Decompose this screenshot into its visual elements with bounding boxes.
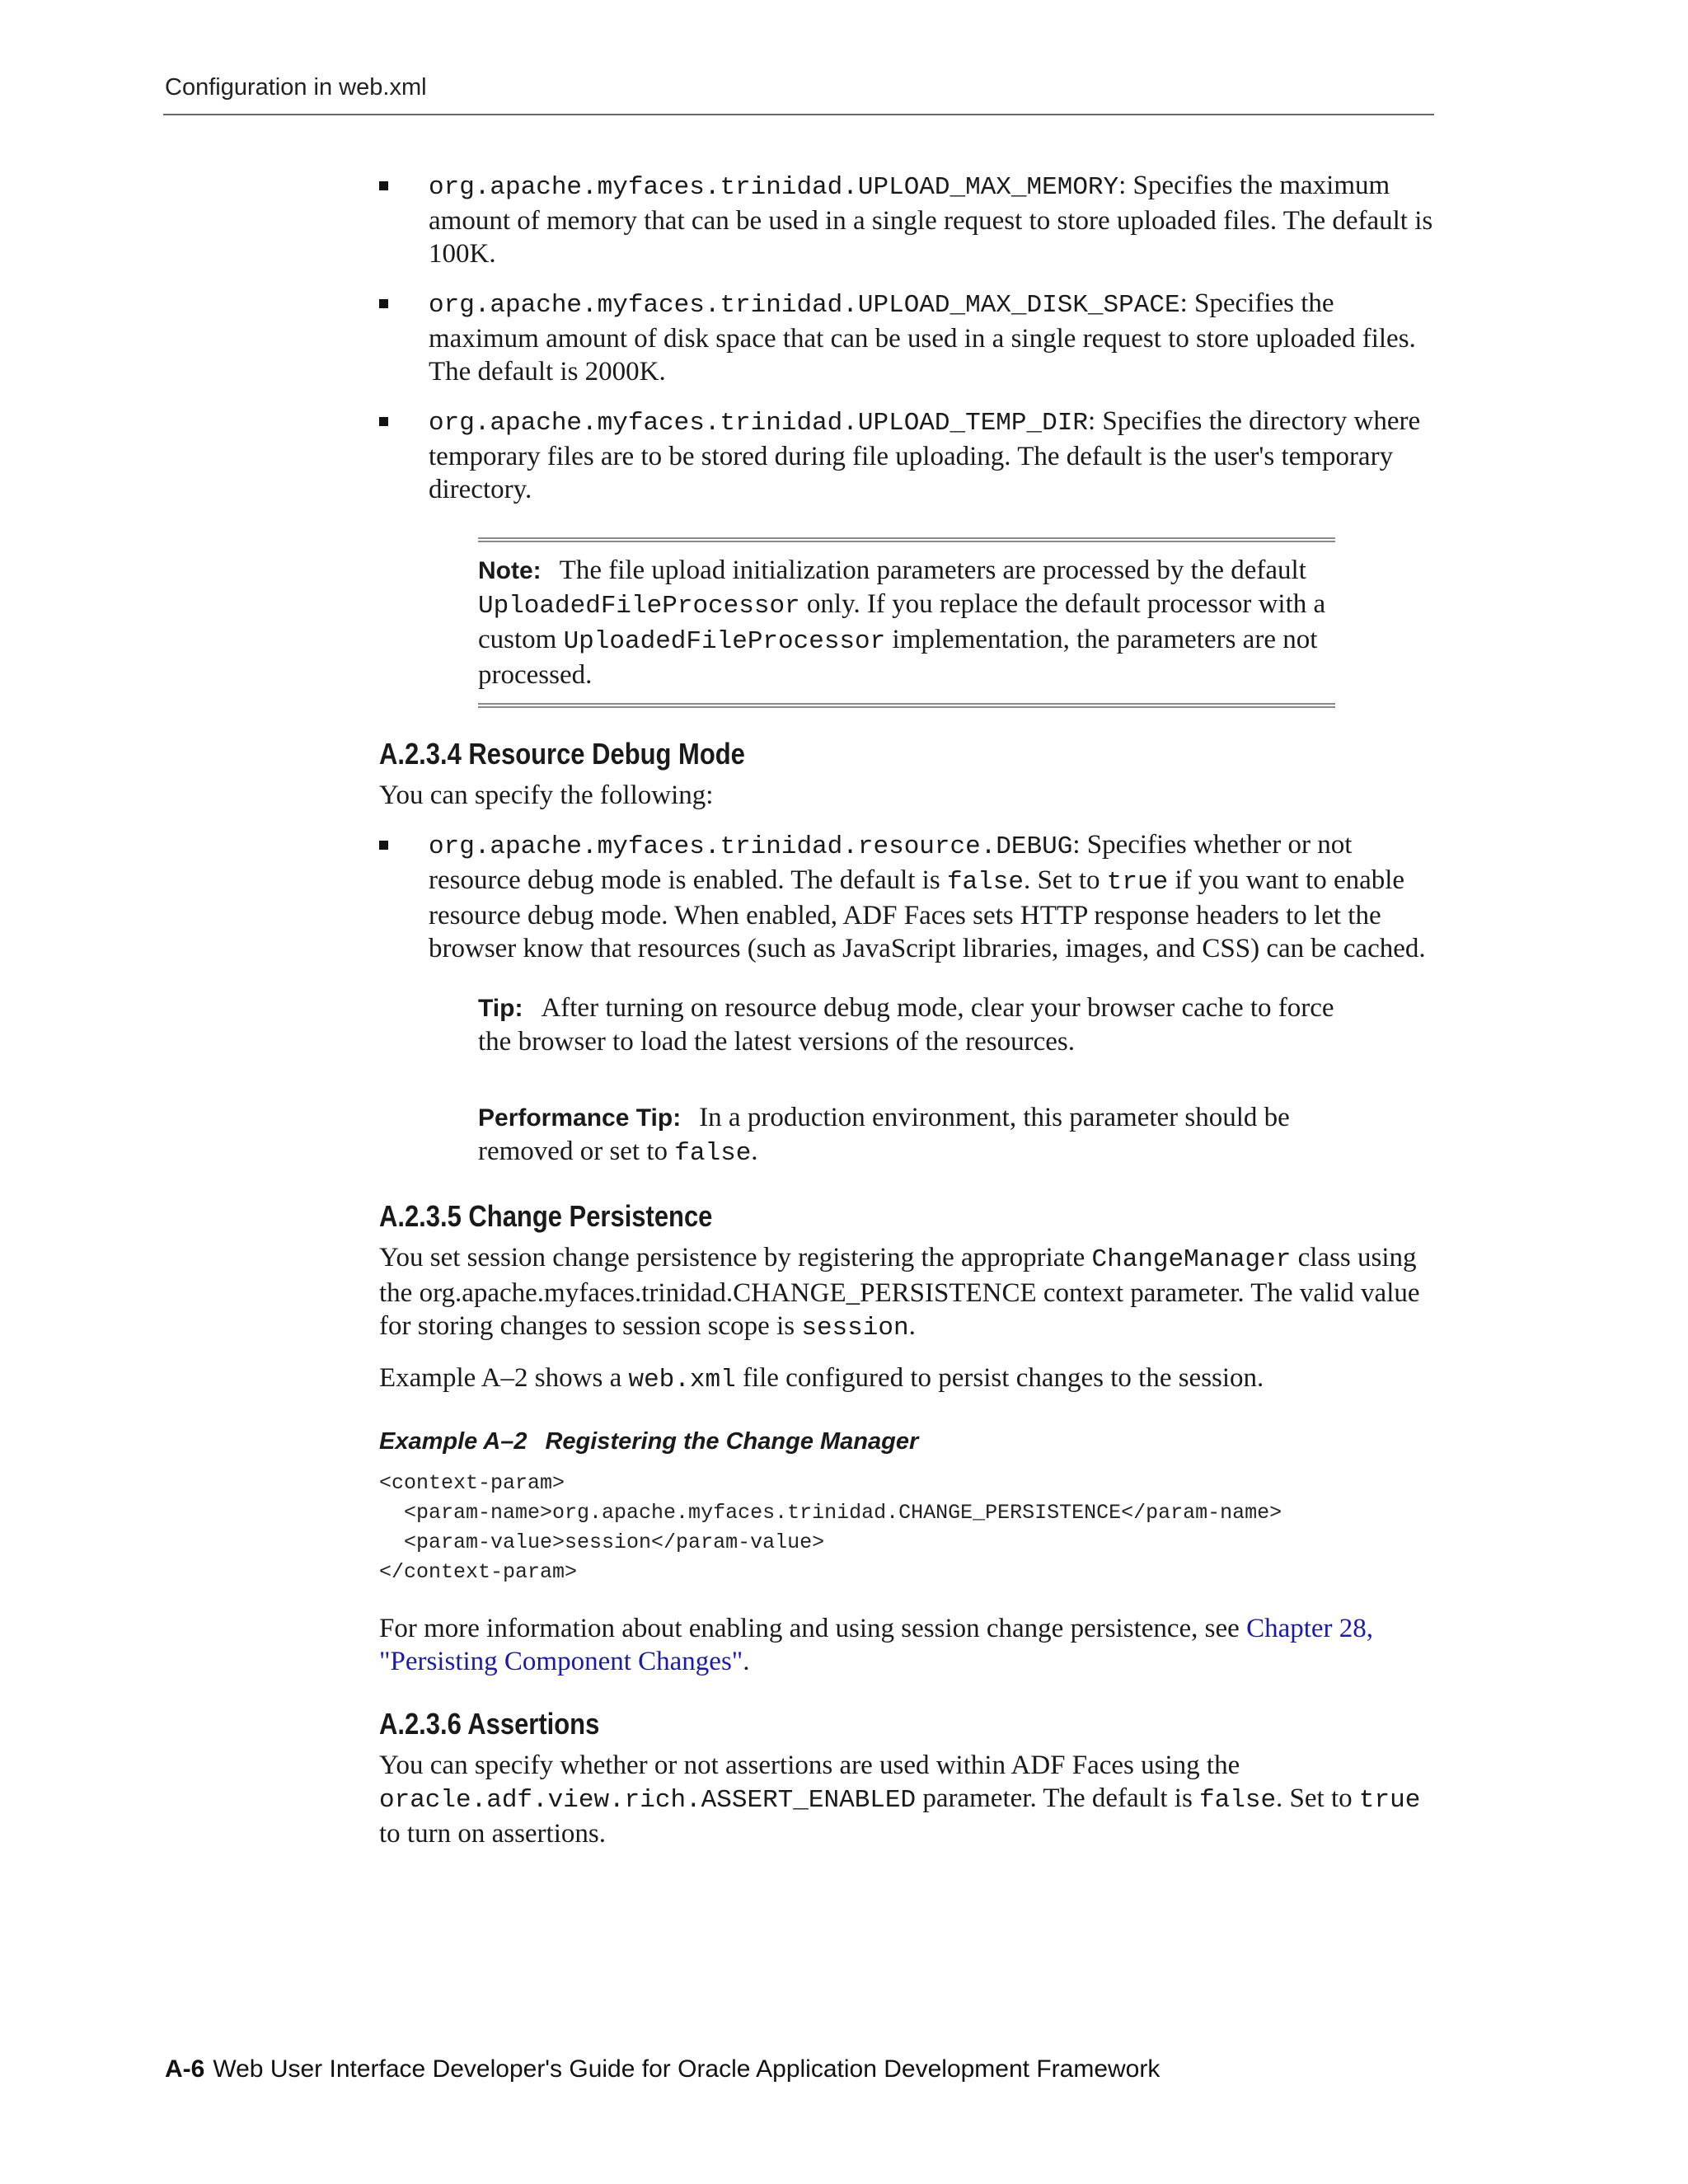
param-description: : Specifies the maximum amount of memory that can be used in a single request to store uploaded files. The default is 100K. [429, 171, 1433, 269]
note-label: Note: [478, 557, 542, 584]
running-header: Configuration in web.xml [165, 74, 427, 101]
paragraph: You set session change persistence by registering the appropriate ChangeManager class using the org.apache.myfaces.trinidad.CHANGE_PERSISTENCE context parameter. The valid value for storing changes to session scope is session. [379, 1243, 1420, 1343]
param-code: org.apache.myfaces.trinidad.UPLOAD_MAX_DISK_SPACE [429, 291, 1180, 320]
paragraph: You can specify whether or not assertions are used within ADF Faces using the oracle.adf.view.rich.ASSERT_ENABLED parameter. The default is false. Set to true to turn on assertions. [379, 1750, 1421, 1849]
note-box [478, 537, 1335, 708]
book-title: Web User Interface Developer's Guide for Oracle Application Development Framework [213, 2055, 1160, 2083]
list-item [379, 405, 1442, 506]
debug-param-list [379, 828, 1442, 965]
header-rule [163, 114, 1434, 115]
performance-tip-box: Performance Tip: In a production environment, this parameter should be removed or set to false. [478, 1103, 1290, 1168]
example-title: Registering the Change Manager [545, 1428, 919, 1455]
bullet-icon [379, 299, 388, 308]
param-code: org.apache.myfaces.trinidad.UPLOAD_MAX_MEMORY [429, 173, 1119, 202]
section-heading-resource-debug: A.2.3.4 Resource Debug Mode [379, 737, 745, 771]
tip-box: Tip: After turning on resource debug mode, clear your browser cache to force the browser to load the latest versions of the resources. [478, 993, 1334, 1057]
param-description: : Specifies the maximum amount of disk space that can be used in a single request to store uploaded files. The default is 2000K. [429, 288, 1416, 387]
section-heading-assertions: A.2.3.6 Assertions [379, 1707, 600, 1741]
code-block: <context-param> <param-name>org.apache.myfaces.trinidad.CHANGE_PERSISTENCE</param-name> <param-value>session</param-value> </context-param> [379, 1471, 1282, 1584]
note-text: Note: The file upload initialization parameters are processed by the default UploadedFileProcessor only. If you replace the default processor with a custom UploadedFileProcessor implementation, the parameters are not processed. [478, 555, 1326, 690]
section-heading-change-persistence: A.2.3.5 Change Persistence [379, 1199, 713, 1233]
page-number: A-6 [165, 2055, 205, 2083]
upload-param-list [379, 169, 1442, 506]
tip-label: Tip: [478, 995, 523, 1022]
paragraph: For more information about enabling and using session change persistence, see Chapter 28, "Persisting Component Changes". [379, 1614, 1374, 1676]
list-item: org.apache.myfaces.trinidad.resource.DEBUG: Specifies whether or not resource debug mode is enabled. The default is false. Set to true if you want to enable resource debug mode. When enabled, ADF Faces sets HTTP response headers to let the browser know that resources (such as JavaScript libraries, images, and CSS) can be cached. [379, 828, 1442, 965]
example-number: Example A–2 [379, 1428, 528, 1455]
performance-tip-label: Performance Tip: [478, 1104, 682, 1132]
list-item [379, 169, 1442, 270]
bullet-icon [379, 181, 388, 190]
list-item [379, 287, 1442, 388]
chapter-28-link[interactable]: Chapter 28, "Persisting Component Changes" [379, 1614, 1374, 1676]
param-description: : Specifies the directory where temporary files are to be stored during file uploading. The default is the user's temporary directory. [429, 406, 1421, 504]
bullet-icon [379, 841, 388, 850]
param-code: org.apache.myfaces.trinidad.UPLOAD_TEMP_DIR [429, 409, 1088, 438]
example-caption [379, 1428, 1442, 1455]
bullet-icon [379, 417, 388, 426]
section-intro: You can specify the following: [379, 780, 714, 810]
page-content [379, 169, 1442, 1867]
page-footer [165, 2055, 1160, 2083]
paragraph: Example A–2 shows a web.xml file configured to persist changes to the session. [379, 1363, 1264, 1394]
